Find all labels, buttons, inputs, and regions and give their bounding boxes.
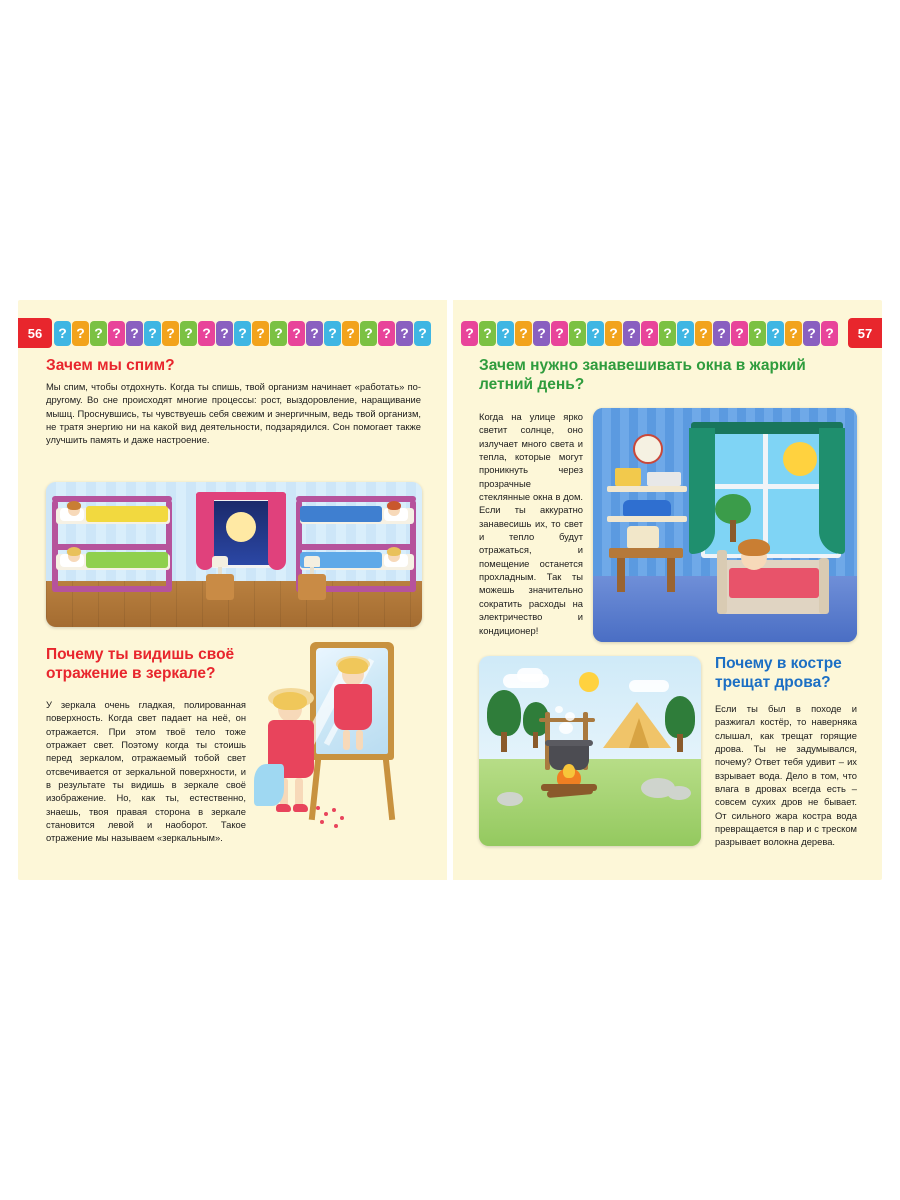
question-mark-right-20: ? [821, 321, 838, 346]
question-mark-left-18: ? [378, 321, 395, 346]
right-page [453, 300, 882, 880]
question-mark-right-10: ? [641, 321, 658, 346]
question-mark-right-13: ? [695, 321, 712, 346]
question-mark-left-11: ? [252, 321, 269, 346]
question-mark-left-5: ? [144, 321, 161, 346]
question-mark-left-2: ? [90, 321, 107, 346]
question-mark-right-5: ? [551, 321, 568, 346]
question-mark-right-0: ? [461, 321, 478, 346]
question-mark-right-12: ? [677, 321, 694, 346]
question-mark-right-18: ? [785, 321, 802, 346]
illustration-mirror-girl [254, 640, 434, 855]
question-mark-right-15: ? [731, 321, 748, 346]
question-mark-right-16: ? [749, 321, 766, 346]
section-text-curtains-summer: Когда на улице ярко светит солнце, оно излучает много света и тепла, которые могут проникнуть через прозрачные стеклянные окна в дом. Если ты аккуратно занавесишь их, то свет и тепло будут отражаться, и помещение останется прохладным. Так ты можешь значительно сократить расходы на электричество и кондиционер! [479, 411, 583, 636]
section-title-why-we-sleep: Зачем мы спим? [46, 357, 175, 374]
question-mark-right-8: ? [605, 321, 622, 346]
section-text-campfire-crackle: Если ты был в походе и разжигал костёр, то наверняка слышал, как трещат горящие дрова. Ты не задумывался, почему? Ответ тебя удивит – их взрывает вода. Дело в том, что влага в дровах всегда есть – совсем сухих дров не бывает. От сильного жара костра вода превращается в пар и с треском разрывает волокна дерева. [715, 703, 857, 848]
question-mark-left-10: ? [234, 321, 251, 346]
question-mark-strip-right [461, 319, 838, 347]
question-mark-right-14: ? [713, 321, 730, 346]
question-mark-left-3: ? [108, 321, 125, 346]
question-mark-left-12: ? [270, 321, 287, 346]
question-mark-left-6: ? [162, 321, 179, 346]
question-mark-right-9: ? [623, 321, 640, 346]
question-mark-left-19: ? [396, 321, 413, 346]
illustration-sunny-room [593, 408, 857, 642]
question-mark-right-3: ? [515, 321, 532, 346]
question-mark-right-7: ? [587, 321, 604, 346]
question-mark-strip-left [54, 319, 431, 347]
section-title-mirror-reflection: Почему ты видишь своё отражение в зеркале? [46, 646, 235, 683]
question-mark-right-1: ? [479, 321, 496, 346]
question-mark-right-19: ? [803, 321, 820, 346]
question-mark-left-15: ? [324, 321, 341, 346]
left-page [18, 300, 447, 880]
section-text-why-we-sleep: Мы спим, чтобы отдохнуть. Когда ты спишь, твой организм начинает «работать» по-другому. Во сне происходят многие процессы: рост, выздоровление, наращивание мышц. Проснувшись, ты чувствуешь себя свежим и энергичным, ведь твой организм, не тратя энергию ни на какой вид деятельности, подзарядился. Сон помогает также улучшить память и даже настроение. [46, 381, 421, 446]
page-number-left: 56 [18, 318, 52, 348]
illustration-bedroom [46, 482, 422, 627]
question-mark-right-2: ? [497, 321, 514, 346]
question-mark-right-6: ? [569, 321, 586, 346]
page-number-right: 57 [848, 318, 882, 348]
question-mark-left-17: ? [360, 321, 377, 346]
question-mark-left-14: ? [306, 321, 323, 346]
question-mark-left-20: ? [414, 321, 431, 346]
book-spread [18, 300, 882, 880]
section-title-curtains-summer: Зачем нужно занавешивать окна в жаркий летний день? [479, 357, 806, 394]
question-mark-right-11: ? [659, 321, 676, 346]
question-mark-left-4: ? [126, 321, 143, 346]
question-mark-right-17: ? [767, 321, 784, 346]
illustration-campfire [479, 656, 701, 846]
question-mark-left-16: ? [342, 321, 359, 346]
question-mark-left-13: ? [288, 321, 305, 346]
section-text-mirror-reflection: У зеркала очень гладкая, полированная поверхность. Когда свет падает на неё, он отражается. При этом твоё тело тоже отражает свет. Поэтому когда ты стоишь перед зеркалом, отражаемый тобой свет отсвечивается от зеркальной поверхности, и в результате ты видишь в зеркале своё изображение. Но, как ты, естественно, знаешь, твоя правая сторона в зеркале становится левой и наоборот. Такое отражение мы называем «зеркальным». [46, 699, 246, 844]
question-mark-right-4: ? [533, 321, 550, 346]
question-mark-left-7: ? [180, 321, 197, 346]
question-mark-left-0: ? [54, 321, 71, 346]
section-title-campfire-crackle: Почему в костре трещат дрова? [715, 655, 842, 692]
question-mark-left-1: ? [72, 321, 89, 346]
question-mark-left-9: ? [216, 321, 233, 346]
question-mark-left-8: ? [198, 321, 215, 346]
